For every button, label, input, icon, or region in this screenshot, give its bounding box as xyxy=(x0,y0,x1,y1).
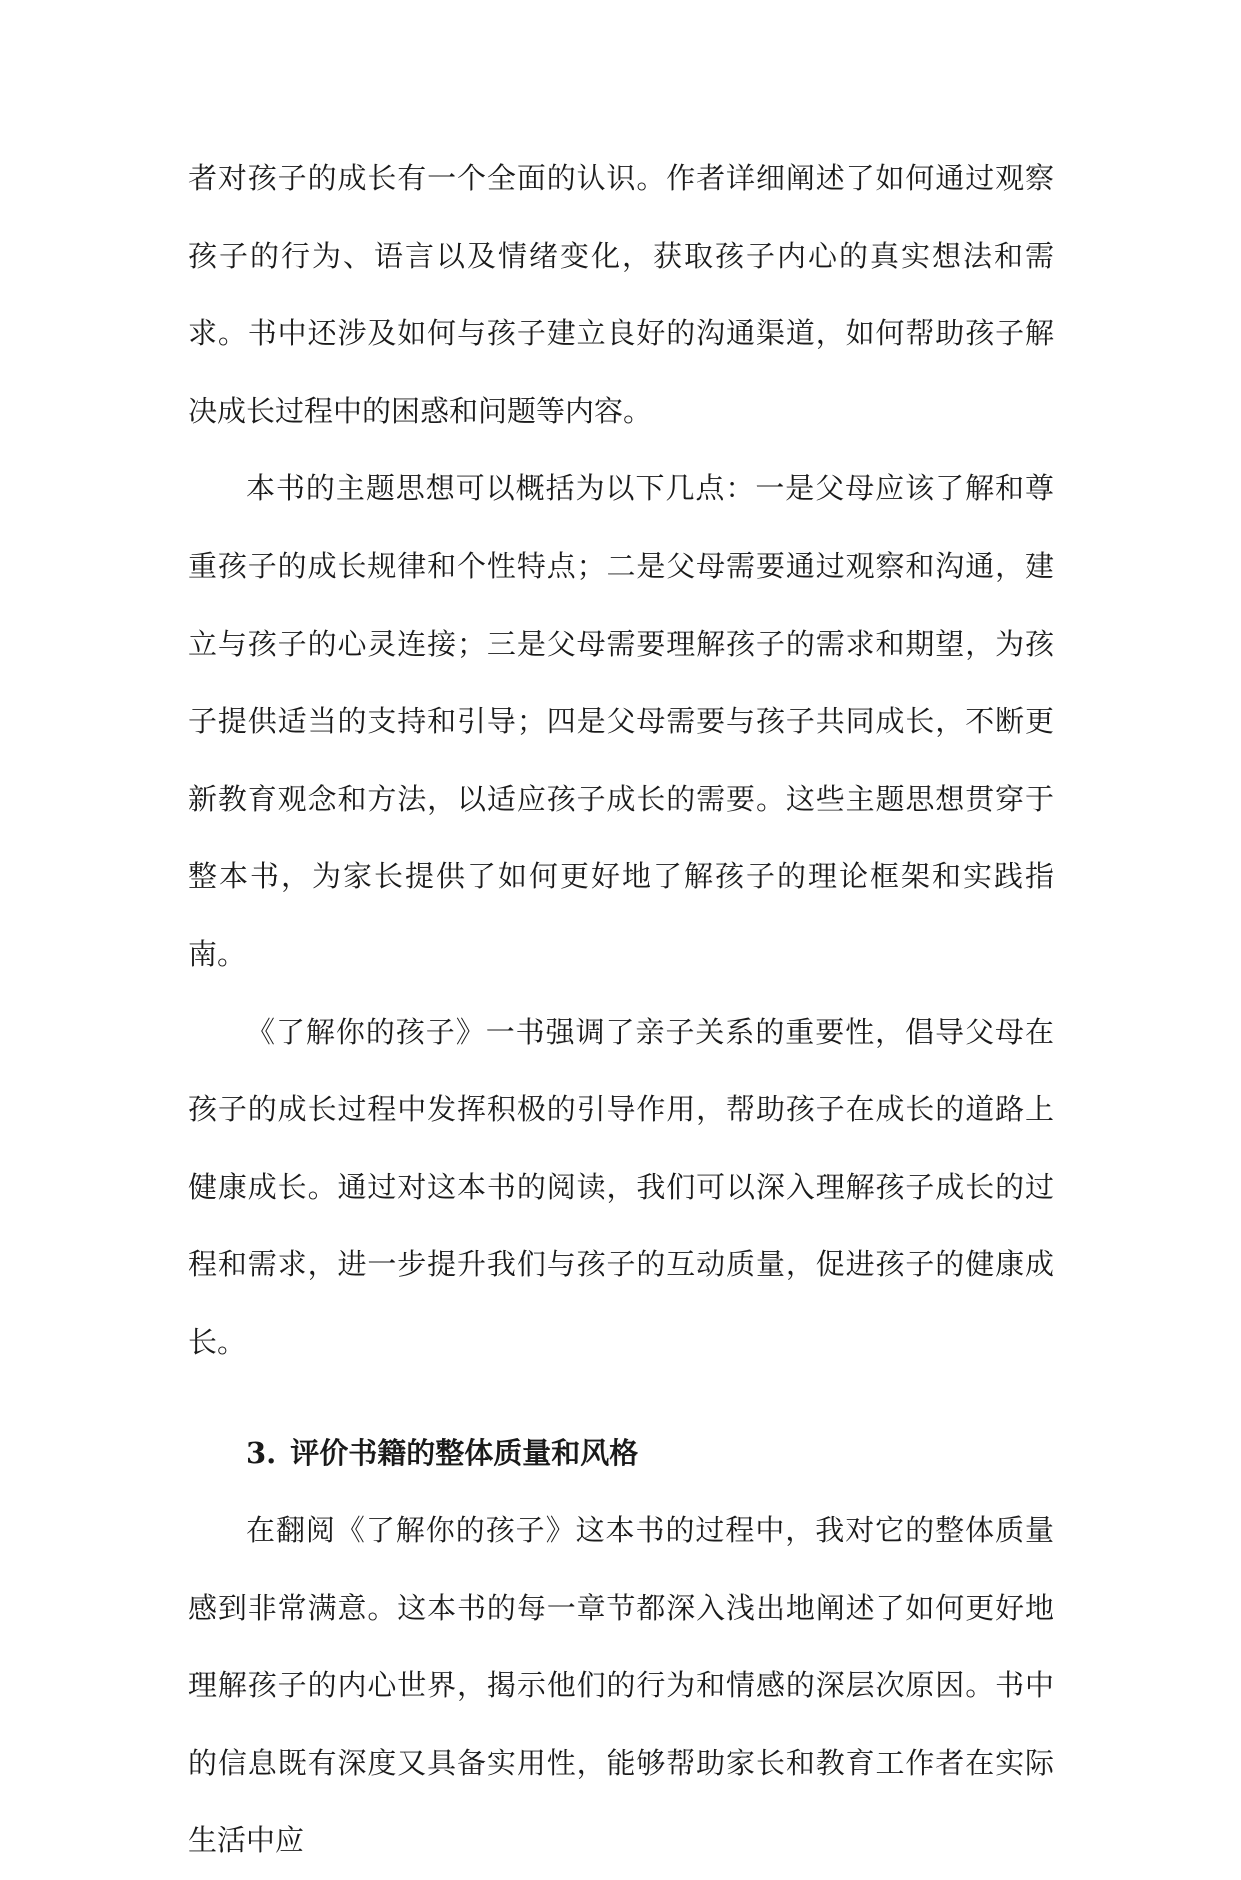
paragraph-relationship: 《了解你的孩子》一书强调了亲子关系的重要性，倡导父母在孩子的成长过程中发挥积极的引导作用，帮助孩子在成长的道路上健康成长。通过对这本书的阅读，我们可以深入理解孩子成长的过程和需求，进一步提升我们与孩子的互动质量，促进孩子的健康成长。 xyxy=(188,1014,1054,1359)
paragraph-quality: 在翻阅《了解你的孩子》这本书的过程中，我对它的整体质量感到非常满意。这本书的每一章节都深入浅出地阐述了如何更好地理解孩子的内心世界，揭示他们的行为和情感的深层次原因。书中的信息既有深度又具备实用性，能够帮助家长和教育工作者在实际生活中应 xyxy=(188,1513,1054,1858)
section-heading xyxy=(188,1415,1054,1493)
paragraph-continuation: 者对孩子的成长有一个全面的认识。作者详细阐述了如何通过观察孩子的行为、语言以及情绪变化，获取孩子内心的真实想法和需求。书中还涉及如何与孩子建立良好的沟通渠道，如何帮助孩子解决成长过程中的困惑和问题等内容。 xyxy=(188,161,1054,428)
document-page xyxy=(188,140,1054,1880)
section-title: 评价书籍的整体质量和风格 xyxy=(290,1435,639,1470)
section-number: 3. xyxy=(246,1435,277,1470)
paragraph-themes: 本书的主题思想可以概括为以下几点：一是父母应该了解和尊重孩子的成长规律和个性特点；二是父母需要通过观察和沟通，建立与孩子的心灵连接；三是父母需要理解孩子的需求和期望，为孩子提供适当的支持和引导；四是父母需要与孩子共同成长，不断更新教育观念和方法，以适应孩子成长的需要。这些主题思想贯穿于整本书，为家长提供了如何更好地了解孩子的理论框架和实践指南。 xyxy=(188,471,1054,971)
